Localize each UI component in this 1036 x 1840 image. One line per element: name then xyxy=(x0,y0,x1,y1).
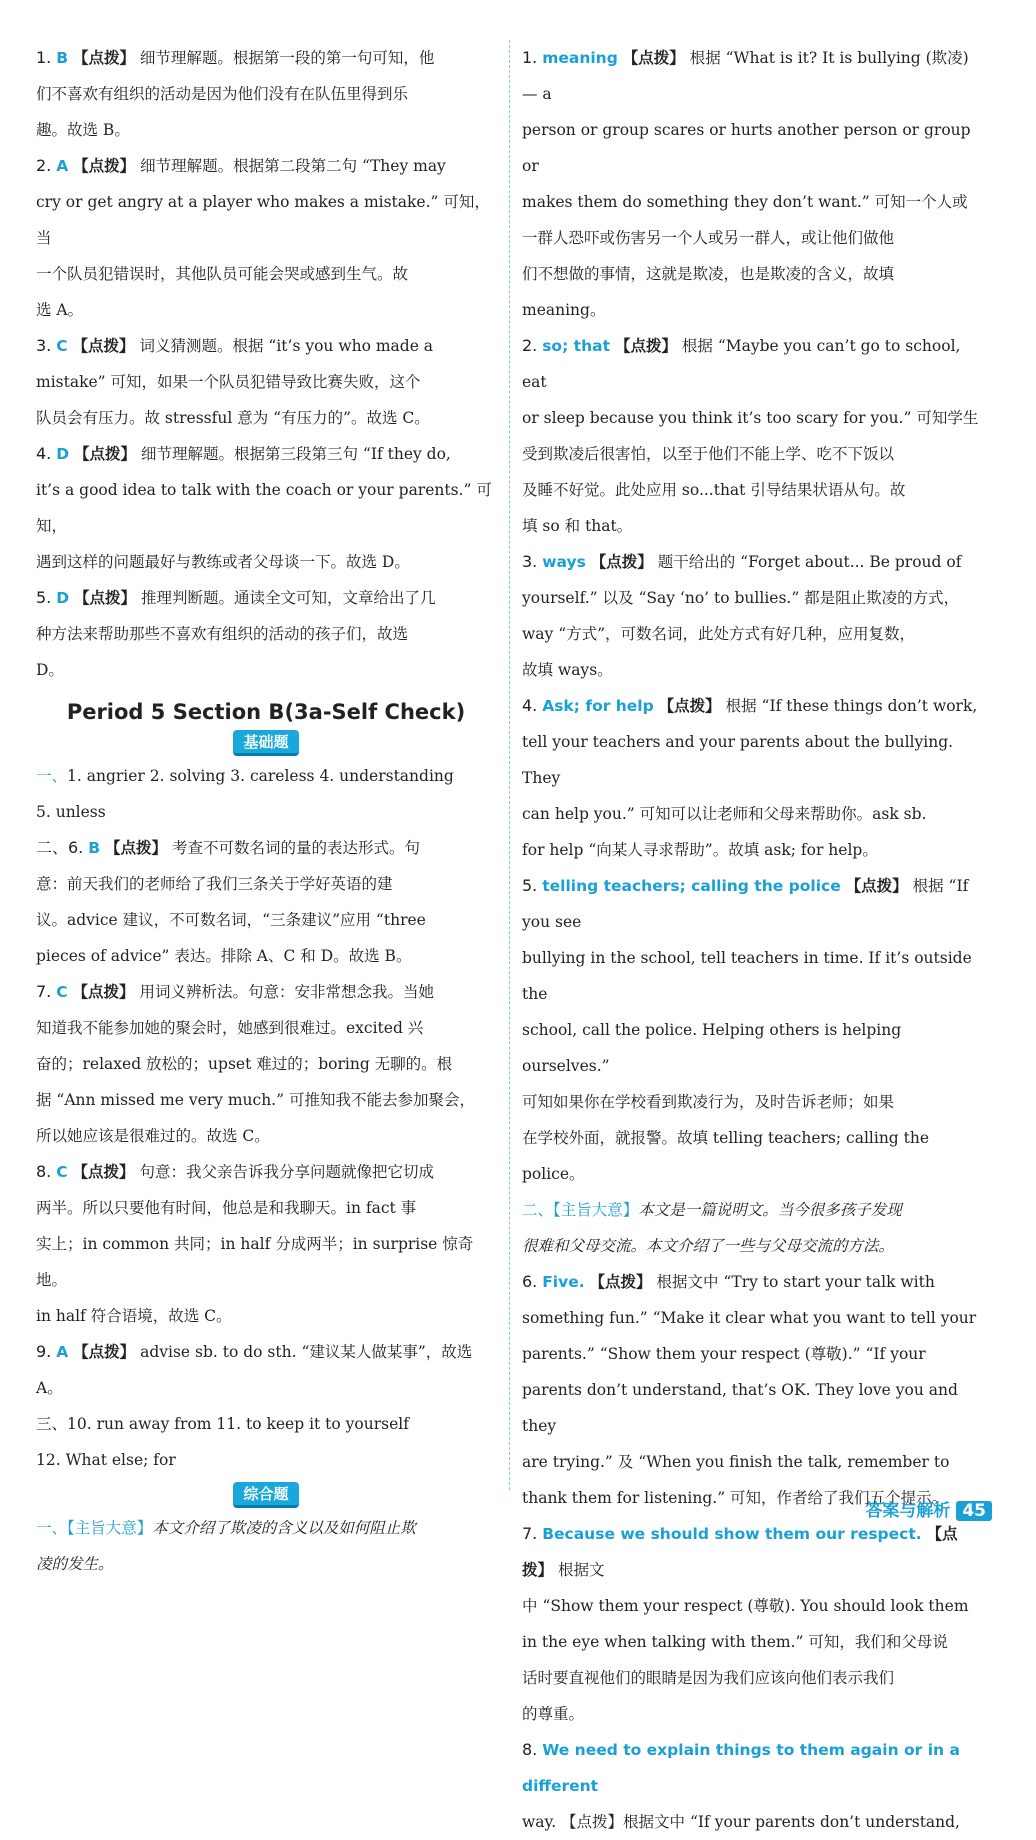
answer-number: 8. xyxy=(36,1162,52,1181)
hint-tag: 【点拨】 xyxy=(72,1162,135,1181)
answer-text: 根据文 xyxy=(557,1561,605,1579)
answer-continuation: for help “向某人寻求帮助”。故填 ask; for help。 xyxy=(522,841,878,859)
answer-continuation: are trying.” 及 “When you finish the talk, remember to xyxy=(522,1453,950,1471)
answer-continuation: in the eye when talking with them.” 可知，我们和父母说 xyxy=(522,1633,948,1651)
answer-continuation: can help you.” 可知可以让老师和父母来帮助你。ask sb. xyxy=(522,805,927,823)
hint-tag: 【点拨】 xyxy=(522,1524,958,1579)
answer-number: 4. xyxy=(36,444,52,463)
badge-basic: 基础题 xyxy=(233,730,298,756)
answer-continuation: 所以她应该是很难过的。故选 C。 xyxy=(36,1127,270,1145)
badge-basic-wrap xyxy=(36,730,496,756)
answer-key: D xyxy=(56,445,70,463)
hint-tag: 【点拨】 xyxy=(72,336,135,355)
hint-tag: 【点拨】 xyxy=(622,48,685,67)
hint-tag: 【点拨】 xyxy=(658,696,721,715)
answer-entry xyxy=(522,1732,982,1804)
answer-continuation: 在学校外面，就报警。故填 telling teachers; calling the xyxy=(522,1129,930,1147)
answer-text: 考查不可数名词的量的表达形式。句 xyxy=(171,839,420,857)
hint-tag: 【点拨】 xyxy=(72,982,135,1001)
answer-text: 句意：我父亲告诉我分享问题就像把它切成 xyxy=(139,1163,434,1181)
answer-continuation: yourself.” 以及 “Say ‘no’ to bullies.” 都是阻止欺凌的方式， xyxy=(522,589,960,607)
answer-text: 题干给出的 “Forget about... Be proud of xyxy=(657,553,962,571)
answer-number: 6. xyxy=(522,1272,538,1291)
answer-text: 根据 “What is it? It is bullying (欺凌) — a xyxy=(522,49,969,103)
answer-continuation: 一群人恐吓或伤害另一个人或另一群人，或让他们做他 xyxy=(522,229,895,247)
part3-line1: 三、10. run away from 11. to keep it to yourself xyxy=(36,1415,409,1433)
answer-continuation: 据 “Ann missed me very much.” 可推知我不能去参加聚会， xyxy=(36,1091,475,1109)
answer-key: B xyxy=(56,49,69,67)
answer-key: C xyxy=(56,1163,68,1181)
answer-key: Ask; for help xyxy=(542,697,654,715)
answer-key: Five. xyxy=(542,1273,585,1291)
answer-entry xyxy=(522,40,982,112)
main-idea-1-cont: 凌的发生。 xyxy=(36,1555,114,1573)
answer-number: 7. xyxy=(522,1524,538,1543)
answer-entry xyxy=(36,148,496,184)
answer-continuation: 们不想做的事情，这就是欺凌，也是欺凌的含义，故填 xyxy=(522,265,895,283)
answer-continuation: 故填 ways。 xyxy=(522,661,613,679)
badge-comp-wrap xyxy=(36,1482,496,1508)
answer-entry xyxy=(36,830,496,866)
answer-continuation: police。 xyxy=(522,1165,585,1183)
answer-continuation: mistake” 可知，如果一个队员犯错导致比赛失败，这个 xyxy=(36,373,421,391)
answer-entry xyxy=(36,1334,496,1406)
answer-continuation: D。 xyxy=(36,661,64,679)
answer-continuation: 趣。故选 B。 xyxy=(36,121,130,139)
answer-entry xyxy=(36,328,496,364)
answer-number: 1. xyxy=(522,48,538,67)
badge-comprehensive: 综合题 xyxy=(233,1482,298,1508)
section-title: Period 5 Section B(3a-Self Check) xyxy=(66,700,466,724)
answer-entry xyxy=(36,436,496,472)
answer-number: 5. xyxy=(36,588,52,607)
answer-number: 2. xyxy=(36,156,52,175)
answer-continuation: school, call the police. Helping others is helping ourselves.” xyxy=(522,1021,902,1075)
answer-number: 二、6. xyxy=(36,838,84,857)
answer-key: so; that xyxy=(542,337,610,355)
part1-line1: 一、1. angrier 2. solving 3. careless 4. understanding xyxy=(36,767,454,785)
answer-continuation: parents don’t understand, that’s OK. They love you and they xyxy=(522,1381,958,1435)
answer-continuation: tell your teachers and your parents about the bullying. They xyxy=(522,733,954,787)
hint-tag: 【点拨】 xyxy=(74,444,137,463)
answer-continuation: 话时要直视他们的眼睛是因为我们应该向他们表示我们 xyxy=(522,1669,895,1687)
answer-continuation: or sleep because you think it’s too scary for you.” 可知学生 xyxy=(522,409,979,427)
answer-continuation: 遇到这样的问题最好与教练或者父母谈一下。故选 D。 xyxy=(36,553,410,571)
answer-key: C xyxy=(56,983,68,1001)
answer-entry xyxy=(36,1154,496,1190)
answer-continuation: 中 “Show them your respect (尊敬). You should look them xyxy=(522,1597,969,1615)
answer-entry xyxy=(522,868,982,940)
answer-entry xyxy=(36,580,496,616)
answer-text: 根据 “If these things don’t work, xyxy=(725,697,978,715)
answer-key: meaning xyxy=(542,49,618,67)
answer-continuation: something fun.” “Make it clear what you want to tell your xyxy=(522,1309,977,1327)
answer-key: Because we should show them our respect. xyxy=(542,1525,922,1543)
answer-continuation: 一个队员犯错误时，其他队员可能会哭或感到生气。故 xyxy=(36,265,409,283)
answer-entry xyxy=(36,974,496,1010)
answer-number: 8. xyxy=(522,1740,538,1759)
answer-number: 9. xyxy=(36,1342,52,1361)
answer-continuation: makes them do something they don’t want.” 可知一个人或 xyxy=(522,193,968,211)
answer-entry xyxy=(522,1516,982,1588)
hint-tag: 【点拨】 xyxy=(104,838,167,857)
answer-continuation: 奋的；relaxed 放松的；upset 难过的；boring 无聊的。根 xyxy=(36,1055,453,1073)
answer-number: 1. xyxy=(36,48,52,67)
answer-number: 4. xyxy=(522,696,538,715)
answer-entry xyxy=(522,328,982,400)
answer-continuation: 可知如果你在学校看到欺凌行为，及时告诉老师；如果 xyxy=(522,1093,895,1111)
left-answers-top xyxy=(36,40,496,688)
main-idea-1: 一、【主旨大意】本文介绍了欺凌的含义以及如何阻止欺 xyxy=(36,1519,416,1537)
answer-continuation: in half 符合语境，故选 C。 xyxy=(36,1307,232,1325)
answer-continuation: 填 so 和 that。 xyxy=(522,517,633,535)
right-column xyxy=(522,40,982,1840)
answer-text: 细节理解题。根据第一段的第一句可知，他 xyxy=(139,49,435,67)
answer-key: C xyxy=(56,337,68,355)
right-answers-b xyxy=(522,1264,982,1840)
right-answers-a xyxy=(522,40,982,1192)
page-number: 45 xyxy=(956,1501,992,1521)
answer-continuation: bullying in the school, tell teachers in time. If it’s outside the xyxy=(522,949,972,1003)
answer-continuation: 们不喜欢有组织的活动是因为他们没有在队伍里得到乐 xyxy=(36,85,409,103)
answer-continuation: 队员会有压力。故 stressful 意为 “有压力的”。故选 C。 xyxy=(36,409,430,427)
answer-text: 用词义辨析法。句意：安非常想念我。当她 xyxy=(139,983,434,1001)
answer-continuation: 意：前天我们的老师给了我们三条关于学好英语的建 xyxy=(36,875,393,893)
answer-key: B xyxy=(88,839,101,857)
answer-text: 词义猜测题。根据 “it’s you who made a xyxy=(139,337,434,355)
answer-continuation: 知道我不能参加她的聚会时，她感到很难过。excited 兴 xyxy=(36,1019,424,1037)
answer-text: 细节理解题。根据第三段第三句 “If they do, xyxy=(140,445,451,463)
answer-number: 3. xyxy=(522,552,538,571)
main-idea-2-cont: 很难和父母交流。本文介绍了一些与父母交流的方法。 xyxy=(522,1237,895,1255)
answer-number: 7. xyxy=(36,982,52,1001)
answer-continuation: it’s a good idea to talk with the coach or your parents.” 可知， xyxy=(36,481,492,535)
answer-entry xyxy=(522,544,982,580)
answer-continuation: thank them for listening.” 可知，作者给了我们五个提示。 xyxy=(522,1489,948,1507)
part1-line2: 5. unless xyxy=(36,803,106,821)
answer-key: ways xyxy=(542,553,586,571)
hint-tag: 【点拨】 xyxy=(73,1342,136,1361)
answer-continuation: way “方式”，可数名词，此处方式有好几种，应用复数， xyxy=(522,625,916,643)
left-column xyxy=(36,40,496,1582)
answer-continuation: 种方法来帮助那些不喜欢有组织的活动的孩子们，故选 xyxy=(36,625,409,643)
answer-entry xyxy=(522,1264,982,1300)
answer-text: 根据 “Maybe you can’t go to school, eat xyxy=(522,337,961,391)
answer-key: A xyxy=(56,157,69,175)
answer-continuation: 及睡不好觉。此处应用 so...that 引导结果状语从句。故 xyxy=(522,481,906,499)
answer-entry xyxy=(36,40,496,76)
answer-continuation: 选 A。 xyxy=(36,301,84,319)
hint-tag: 【点拨】 xyxy=(589,1272,652,1291)
hint-tag: 【点拨】 xyxy=(72,48,135,67)
answer-number: 5. xyxy=(522,876,538,895)
answer-continuation: meaning。 xyxy=(522,301,606,319)
answer-continuation: 实上；in common 共同；in half 分成两半；in surprise 惊奇地。 xyxy=(36,1235,474,1289)
answer-key: telling teachers; calling the police xyxy=(542,877,841,895)
column-divider xyxy=(509,40,510,1490)
page-footer xyxy=(865,1496,992,1521)
footer-label: 答案与解析 xyxy=(865,1501,951,1521)
hint-tag: 【点拨】 xyxy=(845,876,908,895)
main-idea-2: 二、【主旨大意】本文是一篇说明文。当今很多孩子发现 xyxy=(522,1201,902,1219)
answer-continuation: 两半。所以只要他有时间，他总是和我聊天。in fact 事 xyxy=(36,1199,417,1217)
answer-text: 推理判断题。通读全文可知，文章给出了几 xyxy=(140,589,436,607)
answer-text: 根据 “If you see xyxy=(522,877,969,931)
answer-continuation: person or group scares or hurts another person or group or xyxy=(522,121,971,175)
answer-text: advise sb. to do sth. “建议某人做某事”，故选 A。 xyxy=(36,1343,473,1397)
answer-number: 2. xyxy=(522,336,538,355)
answer-continuation: cry or get angry at a player who makes a mistake.” 可知，当 xyxy=(36,193,490,247)
left-answers-mid xyxy=(36,830,496,1406)
answer-continuation: 的尊重。 xyxy=(522,1705,585,1723)
answer-continuation: 受到欺凌后很害怕，以至于他们不能上学、吃不下饭以 xyxy=(522,445,895,463)
answer-number: 3. xyxy=(36,336,52,355)
answer-text: 细节理解题。根据第二段第二句 “They may xyxy=(140,157,446,175)
answer-continuation: pieces of advice” 表达。排除 A、C 和 D。故选 B。 xyxy=(36,947,412,965)
answer-continuation: way. 【点拨】根据文中 “If your parents don’t understand, xyxy=(522,1813,960,1831)
answer-continuation: 议。advice 建议，不可数名词，“三条建议”应用 “three xyxy=(36,911,426,929)
hint-tag: 【点拨】 xyxy=(614,336,677,355)
answer-key: A xyxy=(56,1343,69,1361)
hint-tag: 【点拨】 xyxy=(74,588,137,607)
part3-line2: 12. What else; for xyxy=(36,1451,176,1469)
answer-text: 根据文中 “Try to start your talk with xyxy=(656,1273,935,1291)
answer-key: We need to explain things to them again or in a different xyxy=(522,1741,960,1795)
answer-continuation: parents.” “Show them your respect (尊敬).” “If your xyxy=(522,1345,926,1363)
answer-key: D xyxy=(56,589,70,607)
hint-tag: 【点拨】 xyxy=(73,156,136,175)
hint-tag: 【点拨】 xyxy=(590,552,653,571)
answer-entry xyxy=(522,688,982,724)
